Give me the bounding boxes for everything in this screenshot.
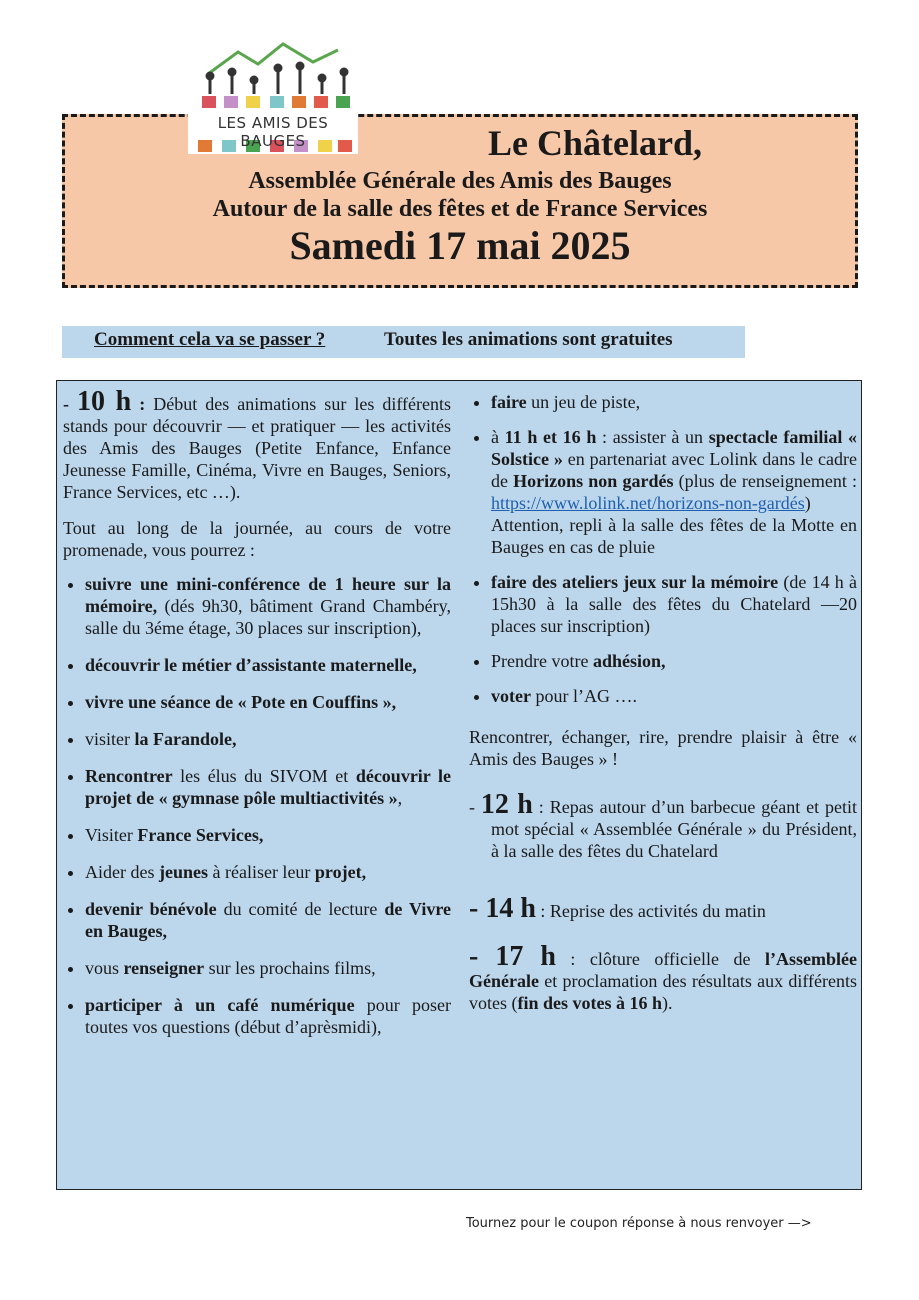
- footer-note: Tournez pour le coupon réponse à nous renvoyer —>: [466, 1216, 812, 1231]
- event-title: Assemblée Générale des Amis des Bauges: [248, 168, 672, 194]
- list-item: • à 11 h et 16 h : assister à un spectacle familial « Solstice » en partenariat avec Lolink dans le cadre de Horizons non gardés (plus de renseignement : https://www.lolink.net/horizons-non-gardés) Attention, repli à la salle des fêtes de la Motte en Bauges en cas de pluie: [491, 426, 857, 558]
- list-item: • vivre une séance de « Pote en Couffins »,: [85, 691, 451, 713]
- right-column: [469, 391, 857, 1014]
- left-activity-list: [63, 573, 451, 1038]
- list-item: • Rencontrer les élus du SIVOM et découvrir le projet de « gymnase pôle multiactivités »,: [85, 765, 451, 809]
- event-location: Autour de la salle des fêtes et de France Services: [212, 196, 708, 222]
- list-item: • faire un jeu de piste,: [491, 391, 857, 413]
- banner-question: Comment cela va se passer ?: [94, 329, 326, 350]
- list-item: • découvrir le métier d’assistante maternelle,: [85, 654, 451, 676]
- list-item: • faire des ateliers jeux sur la mémoire (de 14 h à 15h30 à la salle des fêtes du Chatelard —20 places sur inscription): [491, 571, 857, 637]
- list-item: • Prendre votre adhésion,: [491, 650, 857, 672]
- logo-text: LES AMIS DES BAUGES: [217, 114, 329, 150]
- list-item: • visiter la Farandole,: [85, 728, 451, 750]
- list-item: • Aider des jeunes à réaliser leur projet,: [85, 861, 451, 883]
- program-box: [56, 380, 862, 1190]
- list-item: • participer à un café numérique pour poser toutes vos questions (début d’aprèsmidi),: [85, 994, 451, 1038]
- event-date: Samedi 17 mai 2025: [289, 223, 631, 268]
- logo: [188, 36, 358, 154]
- list-item: • voter pour l’AG ….: [491, 685, 857, 707]
- banner-free: Toutes les animations sont gratuites: [384, 329, 673, 350]
- schedule-14h: - 14 h : Reprise des activités du matin: [469, 893, 766, 924]
- event-place: Le Châtelard,: [488, 123, 702, 163]
- horizons-link[interactable]: https://www.lolink.net/horizons-non-gardés: [491, 493, 805, 513]
- schedule-17h: - 17 h : clôture officielle de l’Assemblée Générale et proclamation des résultats aux différents votes (fin des votes à 16 h).: [469, 941, 857, 1013]
- intro-10h: - 10 h : Début des animations sur les différents stands pour découvrir — et pratiquer — les activités des Amis des Bauges (Petite Enfance, Enfance Jeunesse Famille, Cinéma, Vivre en Bauges, Seniors, France Services, etc …).: [63, 386, 452, 502]
- schedule-12h: - 12 h : Repas autour d’un barbecue géant et petit mot spécial « Assemblée Générale » du Président, à la salle des fêtes du Chatelard: [469, 789, 857, 861]
- list-item: • suivre une mini-conférence de 1 heure sur la mémoire, (dés 9h30, bâtiment Grand Chambéry, salle du 3éme étage, 30 places sur inscription),: [85, 573, 451, 639]
- list-item: • vous renseigner sur les prochains films,: [85, 957, 451, 979]
- day-intro: Tout au long de la journée, au cours de votre promenade, vous pourrez :: [63, 518, 451, 560]
- info-banner: [62, 326, 745, 358]
- list-item: • devenir bénévole du comité de lecture de Vivre en Bauges,: [85, 898, 451, 942]
- closing-text: Rencontrer, échanger, rire, prendre plaisir à être « Amis des Bauges » !: [469, 727, 857, 769]
- list-item: • Visiter France Services,: [85, 824, 451, 846]
- left-column: [63, 386, 452, 1053]
- right-activity-list: [469, 391, 857, 707]
